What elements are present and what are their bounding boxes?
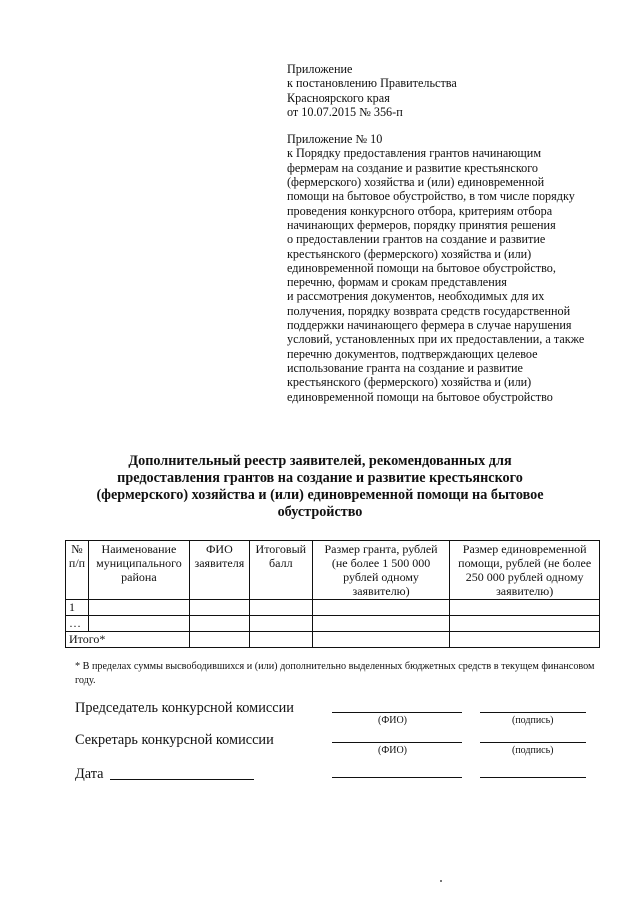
table-cell	[450, 632, 600, 648]
document-title	[80, 453, 560, 521]
table-cell	[88, 600, 189, 616]
header-text: заявителю)	[352, 584, 410, 598]
table-cell	[312, 616, 450, 632]
table-header-row	[66, 541, 600, 600]
header-text: п/п	[68, 556, 86, 570]
appendix-block	[287, 62, 607, 404]
appendix-10-line: о предоставлении грантов на создание и развитие	[287, 232, 546, 247]
date-line	[110, 779, 254, 780]
appendix-10-line: проведения конкурсного отбора, критериям отбора	[287, 203, 553, 218]
title-line: предоставления грантов на создание и развитие крестьянского	[117, 470, 523, 486]
chairman-fio-line	[332, 712, 462, 713]
header-text: ФИО	[205, 542, 233, 556]
date-extra-line	[332, 777, 462, 778]
header-text: Итоговый	[255, 542, 307, 556]
row-number: …	[66, 616, 89, 632]
header-text: Размер единовременной	[462, 542, 587, 556]
header-text: №	[71, 542, 83, 556]
header-text: помощи, рублей (не более	[458, 556, 592, 570]
appendix-10-line: к Порядку предоставления грантов начинающим	[287, 146, 542, 161]
table-cell	[189, 600, 249, 616]
appendix-10-line: (фермерского) хозяйства и (или) единовременной	[287, 175, 545, 190]
appendix-header-line: к постановлению Правительства	[287, 76, 457, 91]
table-row	[66, 600, 600, 616]
appendix-10-line: помощи на бытовое обустройство, в том числе порядку	[287, 189, 575, 204]
title-line: обустройство	[277, 504, 363, 520]
chairman-label: Председатель конкурсной комиссии	[75, 700, 294, 716]
appendix-10-line: начинающих фермеров, порядку принятия решения	[287, 217, 556, 232]
header-text: муниципального	[96, 556, 182, 570]
header-lump-sum-amount	[450, 541, 600, 600]
appendix-10-line: условий, установленных при их предоставлении, а также	[287, 332, 585, 347]
date-label: Дата	[75, 766, 104, 782]
appendix-10-line: крестьянского (фермерского) хозяйства и (или)	[287, 246, 532, 261]
header-text: Размер гранта, рублей	[324, 542, 438, 556]
appendix-10-line: крестьянского (фермерского) хозяйства и (или)	[287, 375, 532, 390]
title-line: (фермерского) хозяйства и (или) единовременной помощи на бытовое	[96, 487, 544, 503]
header-text: (не более 1 500 000	[331, 556, 431, 570]
appendix-header-line: от 10.07.2015 № 356-п	[287, 104, 403, 119]
header-text: балл	[269, 556, 293, 570]
header-text: заявителю)	[496, 584, 554, 598]
secretary-signature-caption: (подпись)	[512, 745, 554, 756]
header-text: 250 000 рублей одному	[465, 570, 584, 584]
spacer	[287, 119, 607, 132]
header-number	[66, 541, 89, 600]
total-label: Итого*	[66, 632, 190, 648]
table-cell	[312, 600, 450, 616]
date-extra-line-2	[480, 777, 586, 778]
table-total-row	[66, 632, 600, 648]
secretary-fio-line	[332, 742, 462, 743]
table-row	[66, 616, 600, 632]
header-grant-amount	[312, 541, 450, 600]
table-cell	[88, 616, 189, 632]
appendix-header-line: Красноярского края	[287, 90, 390, 105]
secretary-signature-line	[480, 742, 586, 743]
chairman-signature-caption: (подпись)	[512, 715, 554, 726]
chairman-fio-caption: (ФИО)	[378, 715, 408, 726]
appendix-10-line: использование гранта на создание и развитие	[287, 360, 523, 375]
appendix-10-line: и рассмотрения документов, необходимых для их	[287, 289, 545, 304]
header-text: заявителя	[194, 556, 245, 570]
table-cell	[249, 600, 312, 616]
footnote: * В пределах суммы высвободившихся и (или) дополнительно выделенных бюджетных средств в текущем финансовом году.	[75, 661, 595, 686]
table-cell	[189, 616, 249, 632]
appendix-10-line: единовременной помощи на бытовое обустройство	[287, 389, 553, 404]
scan-speck	[440, 880, 442, 882]
appendix-10-line: фермерам на создание и развитие крестьянского	[287, 160, 538, 175]
header-text: рублей одному	[343, 570, 419, 584]
table-cell	[312, 632, 450, 648]
header-applicant-name	[189, 541, 249, 600]
appendix-10-line: единовременной помощи на бытовое обустройство,	[287, 260, 556, 275]
appendix-10-line: перечню документов, подтверждающих целевое	[287, 346, 538, 361]
registry-table	[65, 540, 600, 648]
table-cell	[450, 600, 600, 616]
secretary-label: Секретарь конкурсной комиссии	[75, 732, 274, 748]
appendix-10-line: получения, порядку возврата средств государственной	[287, 303, 571, 318]
table-cell	[450, 616, 600, 632]
appendix-10-line: перечню, формам и срокам представления	[287, 275, 507, 290]
table-cell	[249, 632, 312, 648]
header-municipality	[88, 541, 189, 600]
header-text: Наименование	[101, 542, 177, 556]
chairman-signature-line	[480, 712, 586, 713]
appendix-header-line: Приложение	[287, 62, 353, 76]
header-total-score	[249, 541, 312, 600]
appendix-10-line: поддержки начинающего фермера в случае нарушения	[287, 318, 572, 333]
secretary-fio-caption: (ФИО)	[378, 745, 408, 756]
title-line: Дополнительный реестр заявителей, рекомендованных для	[128, 453, 512, 469]
table-cell	[189, 632, 249, 648]
row-number: 1	[66, 600, 89, 616]
header-text: района	[121, 570, 157, 584]
appendix-10-line: Приложение № 10	[287, 132, 383, 147]
table-cell	[249, 616, 312, 632]
